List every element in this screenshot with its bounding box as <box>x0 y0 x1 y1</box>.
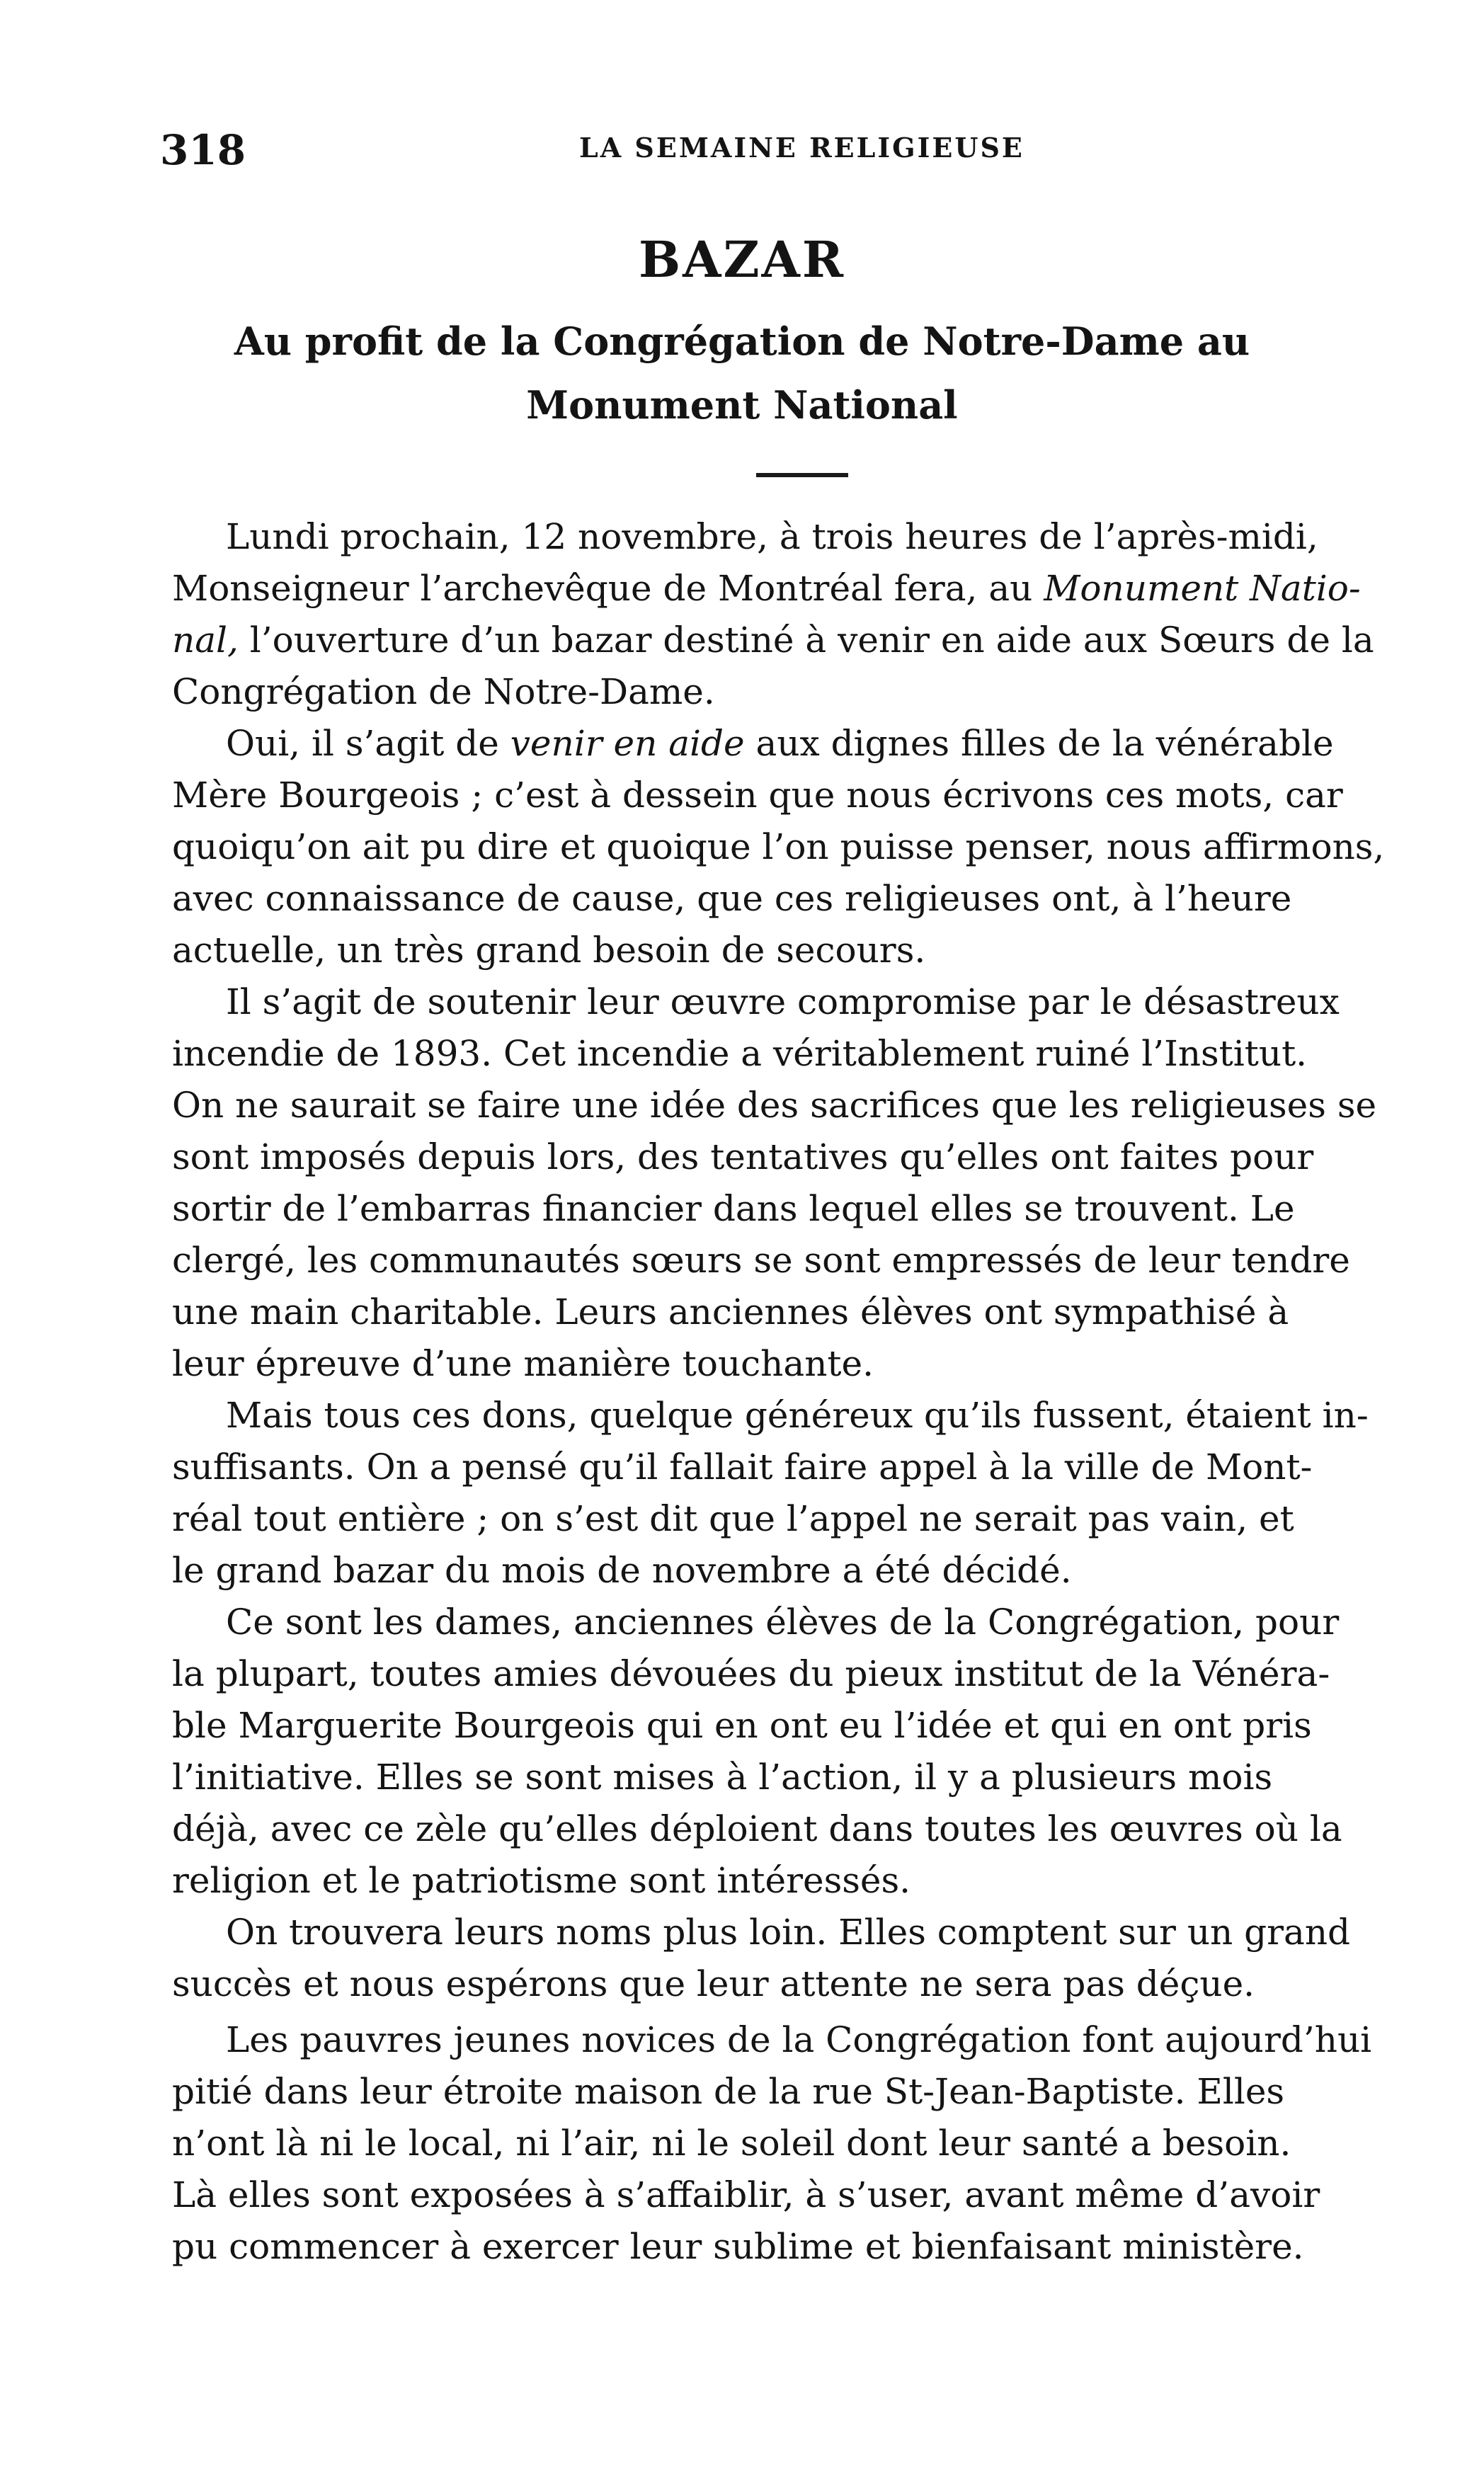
text-line: incendie de 1893. Cet incendie a véritablement ruiné l’Institut. <box>172 1033 1308 1074</box>
text-line: Oui, il s’agit de venir en aide aux dignes filles de la vénérable <box>226 723 1334 764</box>
text-line: quoiqu’on ait pu dire et quoique l’on puisse penser, nous affirmons, <box>172 826 1385 867</box>
text-line: Les pauvres jeunes novices de la Congrégation font aujourd’hui <box>226 2019 1372 2060</box>
text-line: Lundi prochain, 12 novembre, à trois heures de l’après-midi, <box>226 516 1318 557</box>
running-head: LA SEMAINE RELIGIEUSE <box>579 132 1024 164</box>
text-line: Il s’agit de soutenir leur œuvre compromise par le désastreux <box>226 981 1340 1022</box>
text-line: Là elles sont exposées à s’affaiblir, à s’user, avant même d’avoir <box>172 2174 1320 2215</box>
text-line: Mère Bourgeois ; c’est à dessein que nous écrivons ces mots, car <box>172 775 1343 816</box>
text-line: n’ont là ni le local, ni l’air, ni le soleil dont leur santé a besoin. <box>172 2123 1291 2164</box>
text-line: nal, l’ouverture d’un bazar destiné à venir en aide aux Sœurs de la <box>172 620 1374 661</box>
text-line: une main charitable. Leurs anciennes élèves ont sympathisé à <box>172 1291 1289 1332</box>
text-line: déjà, avec ce zèle qu’elles déploient dans toutes les œuvres où la <box>172 1808 1342 1849</box>
text-line: succès et nous espérons que leur attente ne sera pas déçue. <box>172 1963 1255 2004</box>
article-subtitle-line-1: Au profit de la Congrégation de Notre-Dame au <box>234 319 1250 364</box>
text-line: clergé, les communautés sœurs se sont empressés de leur tendre <box>172 1240 1350 1281</box>
text-line: réal tout entière ; on s’est dit que l’appel ne serait pas vain, et <box>172 1498 1294 1539</box>
text-line: avec connaissance de cause, que ces religieuses ont, à l’heure <box>172 878 1292 919</box>
page-number: 318 <box>160 126 246 174</box>
text-line: actuelle, un très grand besoin de secours. <box>172 930 926 971</box>
text-line: On trouvera leurs noms plus loin. Elles comptent sur un grand <box>226 1912 1351 1953</box>
text-line: leur épreuve d’une manière touchante. <box>172 1343 874 1384</box>
text-line: sortir de l’embarras financier dans lequel elles se trouvent. Le <box>172 1188 1295 1229</box>
text-line: sont imposés depuis lors, des tentatives qu’elles ont faites pour <box>172 1136 1314 1177</box>
text-line: religion et le patriotisme sont intéressés. <box>172 1860 911 1901</box>
text-line: pu commencer à exercer leur sublime et bienfaisant ministère. <box>172 2226 1304 2267</box>
text-line: le grand bazar du mois de novembre a été décidé. <box>172 1550 1072 1591</box>
page-header <box>160 126 1484 190</box>
text-line: Mais tous ces dons, quelque généreux qu’ils fussent, étaient in- <box>226 1395 1369 1436</box>
text-line: l’initiative. Elles se sont mises à l’action, il y a plusieurs mois <box>172 1757 1273 1798</box>
text-line: Ce sont les dames, anciennes élèves de la Congrégation, pour <box>226 1602 1340 1643</box>
article-body <box>172 511 1482 2273</box>
article-subtitle-line-2: Monument National <box>526 382 958 428</box>
title-divider <box>756 473 848 477</box>
text-line: Congrégation de Notre-Dame. <box>172 671 715 712</box>
text-line: pitié dans leur étroite maison de la rue St-Jean-Baptiste. Elles <box>172 2071 1285 2112</box>
text-line: Monseigneur l’archevêque de Montréal fera, au Monument Natio- <box>172 568 1361 609</box>
text-line: ble Marguerite Bourgeois qui en ont eu l’idée et qui en ont pris <box>172 1705 1312 1746</box>
text-line: la plupart, toutes amies dévouées du pieux institut de la Vénéra- <box>172 1653 1330 1694</box>
text-line: On ne saurait se faire une idée des sacrifices que les religieuses se <box>172 1085 1377 1126</box>
article-title: BAZAR <box>638 230 846 289</box>
text-line: suffisants. On a pensé qu’il fallait faire appel à la ville de Mont- <box>172 1446 1313 1488</box>
